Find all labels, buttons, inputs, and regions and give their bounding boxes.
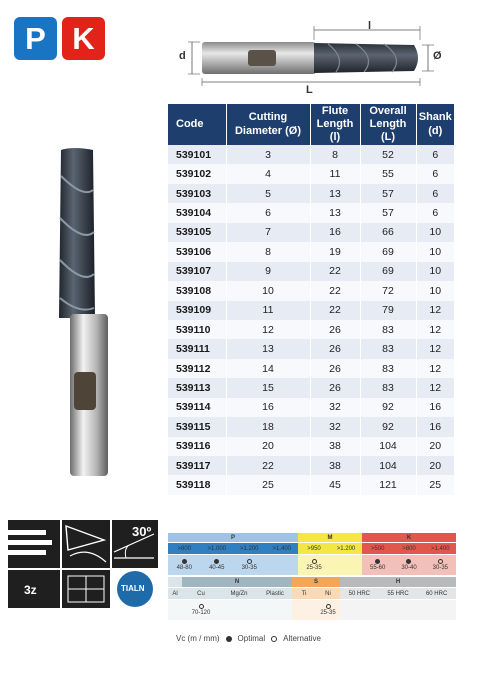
cell-overall-length: 57 bbox=[360, 203, 416, 222]
table-row bbox=[168, 359, 454, 378]
cell-cutting-diameter: 4 bbox=[226, 164, 310, 183]
cell-cutting-diameter: 8 bbox=[226, 242, 310, 261]
cell-flute-length: 13 bbox=[310, 203, 360, 222]
cell-cutting-diameter: 7 bbox=[226, 223, 310, 242]
tool-features-panel bbox=[8, 520, 158, 608]
table-row bbox=[168, 184, 454, 203]
cell-flute-length: 22 bbox=[310, 281, 360, 300]
cell-shank: 16 bbox=[416, 398, 454, 417]
cell-code: 539110 bbox=[168, 320, 226, 339]
diameter-label: Ø bbox=[433, 50, 442, 62]
k-col-header: >800 bbox=[393, 543, 424, 554]
cell-overall-length: 104 bbox=[360, 437, 416, 456]
end-mill-side-view bbox=[178, 22, 450, 98]
flutes-count-label: 3z bbox=[24, 583, 37, 597]
p-speed-cell bbox=[201, 555, 234, 575]
cell-cutting-diameter: 10 bbox=[226, 281, 310, 300]
cell-code: 539107 bbox=[168, 262, 226, 281]
end-mill-image bbox=[53, 146, 115, 482]
n-col-header: Al bbox=[168, 588, 182, 599]
alternative-dot-icon bbox=[438, 559, 443, 564]
cell-overall-length: 92 bbox=[360, 398, 416, 417]
group-s-header: S bbox=[292, 577, 340, 587]
cell-shank: 6 bbox=[416, 145, 454, 164]
cell-cutting-diameter: 22 bbox=[226, 456, 310, 475]
m-speed-cell bbox=[330, 555, 362, 575]
cell-shank: 10 bbox=[416, 242, 454, 261]
cell-flute-length: 32 bbox=[310, 398, 360, 417]
cell-code: 539116 bbox=[168, 437, 226, 456]
table-row bbox=[168, 378, 454, 397]
table-row bbox=[168, 398, 454, 417]
table-row bbox=[168, 203, 454, 222]
logo-k-tile: K bbox=[62, 17, 105, 60]
p-col-header: >1.400 bbox=[266, 543, 299, 554]
table-row bbox=[168, 164, 454, 183]
cell-cutting-diameter: 5 bbox=[226, 184, 310, 203]
cell-shank: 12 bbox=[416, 301, 454, 320]
cell-flute-length: 8 bbox=[310, 145, 360, 164]
brand-logo bbox=[14, 17, 105, 60]
k-speed-cell bbox=[393, 555, 424, 575]
cell-shank: 12 bbox=[416, 339, 454, 358]
table-row bbox=[168, 281, 454, 300]
alternative-dot-icon bbox=[271, 636, 277, 642]
cell-overall-length: 66 bbox=[360, 223, 416, 242]
optimal-dot-icon bbox=[226, 636, 232, 642]
cell-code: 539105 bbox=[168, 223, 226, 242]
n-speed-cell bbox=[182, 600, 220, 620]
s-speed-cell bbox=[292, 600, 316, 620]
p-col-header: >800 bbox=[168, 543, 201, 554]
header-flute-length: Flute Length (l) bbox=[310, 104, 360, 145]
cell-shank: 20 bbox=[416, 437, 454, 456]
cell-cutting-diameter: 11 bbox=[226, 301, 310, 320]
cell-flute-length: 38 bbox=[310, 437, 360, 456]
cell-flute-length: 19 bbox=[310, 242, 360, 261]
table-row bbox=[168, 145, 454, 164]
n-speed-cell bbox=[168, 600, 182, 620]
table-row bbox=[168, 475, 454, 494]
cell-overall-length: 57 bbox=[360, 184, 416, 203]
cell-shank: 12 bbox=[416, 378, 454, 397]
alternative-dot-icon bbox=[247, 559, 252, 564]
cell-flute-length: 22 bbox=[310, 262, 360, 281]
k-speed-cell bbox=[362, 555, 393, 575]
n-col-header: Mg/Zn bbox=[220, 588, 258, 599]
n-col-header: Cu bbox=[182, 588, 220, 599]
logo-p-tile: P bbox=[14, 17, 57, 60]
group-m-header: M bbox=[298, 533, 362, 542]
cell-cutting-diameter: 18 bbox=[226, 417, 310, 436]
p-speed-cell bbox=[168, 555, 201, 575]
h-speed-cell bbox=[340, 600, 379, 620]
cell-cutting-diameter: 12 bbox=[226, 320, 310, 339]
cell-overall-length: 121 bbox=[360, 475, 416, 494]
h-col-header: 55 HRC bbox=[379, 588, 418, 599]
specification-table bbox=[168, 104, 454, 495]
cell-shank: 6 bbox=[416, 184, 454, 203]
header-shank: Shank (d) bbox=[416, 104, 454, 145]
cell-shank: 20 bbox=[416, 456, 454, 475]
cell-code: 539108 bbox=[168, 281, 226, 300]
cell-code: 539101 bbox=[168, 145, 226, 164]
k-col-header: >1.400 bbox=[425, 543, 456, 554]
cell-overall-length: 72 bbox=[360, 281, 416, 300]
cell-overall-length: 69 bbox=[360, 242, 416, 261]
table-row bbox=[168, 437, 454, 456]
cell-code: 539118 bbox=[168, 475, 226, 494]
optimal-dot-icon bbox=[182, 559, 187, 564]
optimal-dot-icon bbox=[375, 559, 380, 564]
speed-value: 25-35 bbox=[320, 610, 336, 616]
header-cutting-diameter: Cutting Diameter (Ø) bbox=[226, 104, 310, 145]
cell-overall-length: 79 bbox=[360, 301, 416, 320]
h-speed-cell bbox=[417, 600, 456, 620]
p-speed-cell bbox=[233, 555, 266, 575]
group-h-header: H bbox=[340, 577, 456, 587]
speed-value: 30-40 bbox=[401, 565, 417, 571]
cell-overall-length: 104 bbox=[360, 456, 416, 475]
coating-badge: TIALN bbox=[121, 584, 145, 593]
h-col-header: 50 HRC bbox=[340, 588, 379, 599]
h-col-header: 60 HRC bbox=[417, 588, 456, 599]
cell-code: 539111 bbox=[168, 339, 226, 358]
cell-code: 539104 bbox=[168, 203, 226, 222]
cell-cutting-diameter: 13 bbox=[226, 339, 310, 358]
cell-shank: 10 bbox=[416, 281, 454, 300]
overall-length-label: L bbox=[306, 84, 313, 96]
cell-flute-length: 26 bbox=[310, 378, 360, 397]
cell-flute-length: 26 bbox=[310, 320, 360, 339]
alternative-dot-icon bbox=[326, 604, 331, 609]
p-speed-cell bbox=[266, 555, 299, 575]
table-row bbox=[168, 417, 454, 436]
alternative-dot-icon bbox=[312, 559, 317, 564]
cell-flute-length: 26 bbox=[310, 339, 360, 358]
cell-shank: 25 bbox=[416, 475, 454, 494]
alternative-dot-icon bbox=[199, 604, 204, 609]
cell-shank: 10 bbox=[416, 262, 454, 281]
cell-shank: 6 bbox=[416, 203, 454, 222]
cell-shank: 6 bbox=[416, 164, 454, 183]
n-col-header: Plastic bbox=[258, 588, 292, 599]
end-mill-vertical-icon bbox=[53, 146, 115, 482]
cell-cutting-diameter: 3 bbox=[226, 145, 310, 164]
cell-flute-length: 38 bbox=[310, 456, 360, 475]
speed-value: 48-80 bbox=[176, 565, 192, 571]
cell-code: 539112 bbox=[168, 359, 226, 378]
cell-cutting-diameter: 20 bbox=[226, 437, 310, 456]
header-code: Code bbox=[168, 104, 226, 145]
m-col-header: >1.200 bbox=[330, 543, 362, 554]
table-row bbox=[168, 320, 454, 339]
cell-code: 539106 bbox=[168, 242, 226, 261]
m-col-header: >950 bbox=[298, 543, 330, 554]
helix-angle-label: 30º bbox=[132, 524, 152, 539]
cell-code: 539115 bbox=[168, 417, 226, 436]
cell-code: 539117 bbox=[168, 456, 226, 475]
cell-flute-length: 26 bbox=[310, 359, 360, 378]
cell-flute-length: 13 bbox=[310, 184, 360, 203]
cell-shank: 16 bbox=[416, 417, 454, 436]
flute-length-label: l bbox=[368, 20, 372, 32]
speed-value: 25-35 bbox=[306, 565, 322, 571]
cell-cutting-diameter: 6 bbox=[226, 203, 310, 222]
legend bbox=[176, 634, 321, 643]
speed-value: 30-35 bbox=[432, 565, 448, 571]
cell-cutting-diameter: 14 bbox=[226, 359, 310, 378]
shank-label: d bbox=[179, 50, 186, 62]
speed-value: 40-45 bbox=[209, 565, 225, 571]
p-col-header: >1.200 bbox=[233, 543, 266, 554]
group-k-header: K bbox=[362, 533, 456, 542]
h-speed-cell bbox=[379, 600, 418, 620]
cell-code: 539114 bbox=[168, 398, 226, 417]
cell-code: 539103 bbox=[168, 184, 226, 203]
cell-flute-length: 22 bbox=[310, 301, 360, 320]
table-row bbox=[168, 223, 454, 242]
optimal-dot-icon bbox=[214, 559, 219, 564]
table-row bbox=[168, 262, 454, 281]
group-n-spacer bbox=[168, 577, 182, 587]
s-col-header: Ni bbox=[316, 588, 340, 599]
cell-flute-length: 45 bbox=[310, 475, 360, 494]
optimal-dot-icon bbox=[406, 559, 411, 564]
cell-overall-length: 55 bbox=[360, 164, 416, 183]
cell-shank: 12 bbox=[416, 359, 454, 378]
cell-code: 539102 bbox=[168, 164, 226, 183]
cell-cutting-diameter: 15 bbox=[226, 378, 310, 397]
cell-overall-length: 69 bbox=[360, 262, 416, 281]
table-row bbox=[168, 242, 454, 261]
legend-unit: Vc (m / mm) bbox=[176, 634, 220, 643]
table-row bbox=[168, 339, 454, 358]
cell-overall-length: 83 bbox=[360, 359, 416, 378]
n-speed-cell bbox=[258, 600, 292, 620]
legend-alternative: Alternative bbox=[283, 634, 321, 643]
s-speed-cell bbox=[316, 600, 340, 620]
cell-overall-length: 92 bbox=[360, 417, 416, 436]
table-header-row bbox=[168, 104, 454, 145]
cell-cutting-diameter: 9 bbox=[226, 262, 310, 281]
table-row bbox=[168, 301, 454, 320]
cell-flute-length: 11 bbox=[310, 164, 360, 183]
group-p-header: P bbox=[168, 533, 298, 542]
speed-value: 70-120 bbox=[191, 610, 211, 616]
legend-optimal: Optimal bbox=[237, 634, 266, 643]
speed-value: 55-60 bbox=[369, 565, 386, 571]
table-row bbox=[168, 456, 454, 475]
dimension-diagram bbox=[178, 22, 450, 98]
cell-flute-length: 16 bbox=[310, 223, 360, 242]
k-col-header: >500 bbox=[362, 543, 393, 554]
cell-overall-length: 52 bbox=[360, 145, 416, 164]
speed-value: 30-35 bbox=[241, 565, 257, 571]
cell-cutting-diameter: 25 bbox=[226, 475, 310, 494]
m-speed-cell bbox=[298, 555, 330, 575]
cell-shank: 12 bbox=[416, 320, 454, 339]
cell-overall-length: 83 bbox=[360, 378, 416, 397]
n-speed-cell bbox=[220, 600, 258, 620]
p-col-header: >1.000 bbox=[201, 543, 234, 554]
cell-shank: 10 bbox=[416, 223, 454, 242]
group-n-header: N bbox=[182, 577, 292, 587]
k-speed-cell bbox=[425, 555, 456, 575]
cell-flute-length: 32 bbox=[310, 417, 360, 436]
cell-overall-length: 83 bbox=[360, 320, 416, 339]
cell-code: 539113 bbox=[168, 378, 226, 397]
s-col-header: Ti bbox=[292, 588, 316, 599]
cell-code: 539109 bbox=[168, 301, 226, 320]
header-overall-length: Overall Length (L) bbox=[360, 104, 416, 145]
cell-overall-length: 83 bbox=[360, 339, 416, 358]
cell-cutting-diameter: 16 bbox=[226, 398, 310, 417]
